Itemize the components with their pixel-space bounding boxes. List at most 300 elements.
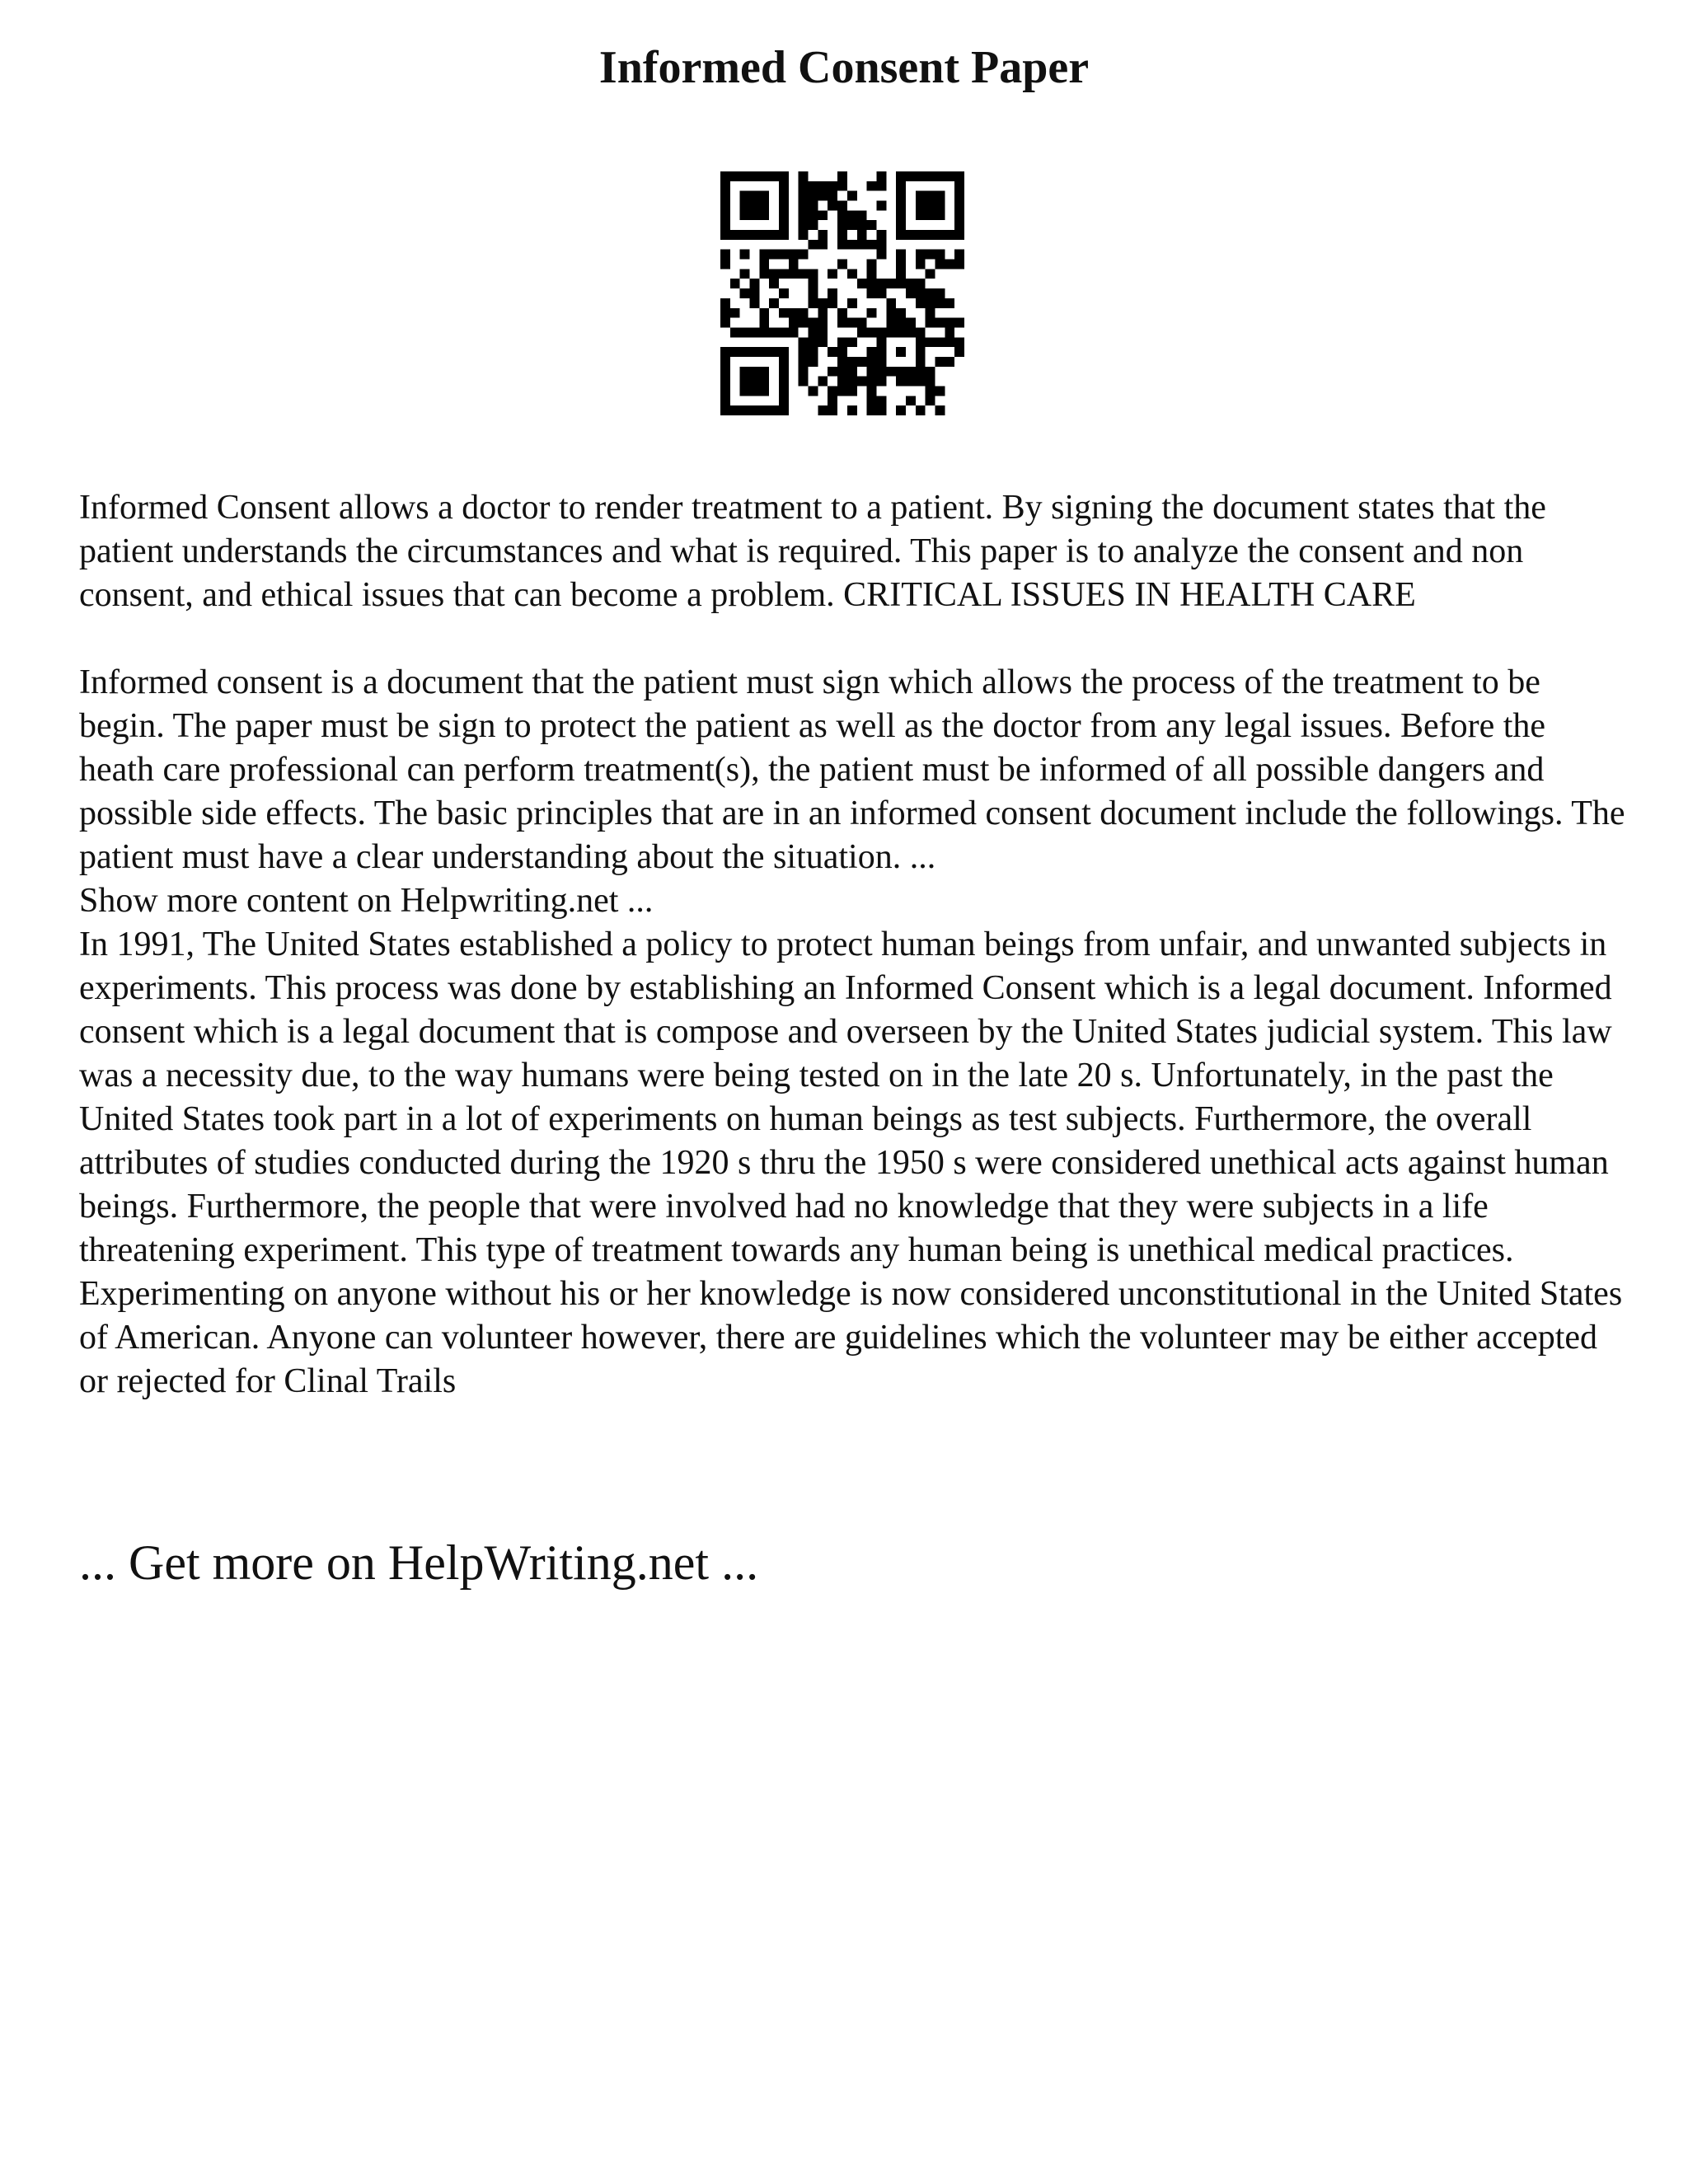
qr-module xyxy=(847,337,857,347)
qr-module xyxy=(779,181,789,191)
qr-module xyxy=(935,288,945,298)
qr-module xyxy=(720,220,730,230)
qr-module xyxy=(954,260,964,269)
qr-module xyxy=(828,288,837,298)
qr-module xyxy=(857,230,867,240)
qr-module xyxy=(847,367,857,377)
qr-module xyxy=(896,220,906,230)
qr-module xyxy=(876,377,886,387)
qr-module xyxy=(926,269,935,279)
qr-module xyxy=(876,171,886,181)
qr-module xyxy=(926,230,935,240)
qr-module xyxy=(720,210,730,220)
qr-module xyxy=(935,298,945,308)
qr-module xyxy=(828,269,837,279)
qr-module xyxy=(954,250,964,260)
qr-module xyxy=(809,386,818,396)
qr-module xyxy=(876,357,886,367)
qr-module xyxy=(857,357,867,367)
qr-module xyxy=(837,337,847,347)
qr-module xyxy=(867,396,877,405)
qr-module xyxy=(779,230,789,240)
qr-module xyxy=(876,240,886,250)
qr-module xyxy=(730,230,740,240)
qr-module xyxy=(847,405,857,415)
qr-module xyxy=(926,171,935,181)
qr-module xyxy=(818,377,828,387)
qr-module xyxy=(867,269,877,279)
document-body xyxy=(79,486,1629,1404)
qr-module xyxy=(779,386,789,396)
qr-module xyxy=(809,347,818,357)
qr-module xyxy=(837,367,847,377)
qr-module xyxy=(828,405,837,415)
qr-module xyxy=(945,260,954,269)
qr-module xyxy=(954,220,964,230)
qr-module xyxy=(867,367,877,377)
qr-module xyxy=(906,279,916,288)
qr-code-image xyxy=(720,171,964,415)
qr-module xyxy=(896,181,906,191)
qr-module xyxy=(945,171,954,181)
qr-module xyxy=(935,171,945,181)
qr-module xyxy=(789,308,799,318)
qr-module xyxy=(896,269,906,279)
qr-module xyxy=(906,396,916,405)
qr-module xyxy=(809,210,818,220)
qr-module xyxy=(730,171,740,181)
qr-module xyxy=(876,201,886,211)
qr-module xyxy=(916,171,926,181)
qr-module xyxy=(759,201,769,211)
body-paragraph: Informed consent is a document that the patient must sign which allows the process of the treatment to be begin. The paper must be sign to protect the patient as well as the doctor from any legal issues. Before the heath care professional can perform treatment(s), the patient must be informed of all possible dangers and possible side effects. The basic principles that are in an informed consent document include the followings. The patient must have a clear understanding about the situation. ... xyxy=(79,663,1625,876)
qr-module xyxy=(935,210,945,220)
qr-module xyxy=(779,367,789,377)
qr-module xyxy=(847,386,857,396)
qr-module xyxy=(750,191,760,201)
qr-module xyxy=(886,318,896,328)
qr-module xyxy=(896,210,906,220)
qr-module xyxy=(740,405,750,415)
qr-module xyxy=(896,171,906,181)
qr-module xyxy=(818,318,828,328)
qr-module xyxy=(847,298,857,308)
qr-module xyxy=(926,377,935,387)
qr-module xyxy=(896,308,906,318)
qr-module xyxy=(867,181,877,191)
qr-module xyxy=(769,298,779,308)
qr-module xyxy=(759,269,769,279)
qr-module xyxy=(769,230,779,240)
qr-module xyxy=(867,260,877,269)
qr-module xyxy=(847,191,857,201)
qr-module xyxy=(759,405,769,415)
qr-module xyxy=(876,367,886,377)
qr-module xyxy=(926,337,935,347)
qr-module xyxy=(837,201,847,211)
qr-module xyxy=(769,347,779,357)
qr-module xyxy=(926,386,935,396)
qr-module xyxy=(740,386,750,396)
qr-module xyxy=(876,347,886,357)
qr-module xyxy=(769,279,779,288)
qr-module xyxy=(759,191,769,201)
qr-module xyxy=(886,327,896,337)
qr-module xyxy=(896,347,906,357)
qr-module xyxy=(926,288,935,298)
qr-code[interactable] xyxy=(720,171,964,415)
qr-module xyxy=(720,357,730,367)
qr-module xyxy=(906,171,916,181)
qr-module xyxy=(809,298,818,308)
qr-module xyxy=(837,386,847,396)
qr-module xyxy=(759,230,769,240)
qr-module xyxy=(750,201,760,211)
qr-module xyxy=(926,191,935,201)
qr-module xyxy=(789,250,799,260)
qr-module xyxy=(876,405,886,415)
qr-module xyxy=(837,318,847,328)
qr-module xyxy=(779,377,789,387)
qr-module xyxy=(720,260,730,269)
qr-module xyxy=(809,337,818,347)
qr-module xyxy=(809,220,818,230)
qr-module xyxy=(837,308,847,318)
qr-module xyxy=(847,220,857,230)
qr-module xyxy=(954,181,964,191)
qr-module xyxy=(896,260,906,269)
qr-module xyxy=(867,377,877,387)
qr-module xyxy=(896,230,906,240)
page-title: Informed Consent Paper xyxy=(598,42,1090,93)
qr-module xyxy=(750,347,760,357)
qr-module xyxy=(730,308,740,318)
qr-module xyxy=(799,230,809,240)
qr-module xyxy=(896,191,906,201)
qr-module xyxy=(720,308,730,318)
qr-module xyxy=(799,201,809,211)
qr-module xyxy=(847,240,857,250)
qr-module xyxy=(828,396,837,405)
qr-module xyxy=(954,318,964,328)
qr-module xyxy=(818,327,828,337)
qr-module xyxy=(818,308,828,318)
qr-module xyxy=(779,210,789,220)
qr-module xyxy=(828,367,837,377)
qr-module xyxy=(750,171,760,181)
qr-module xyxy=(896,327,906,337)
qr-module xyxy=(847,318,857,328)
qr-module xyxy=(847,269,857,279)
qr-module xyxy=(857,279,867,288)
qr-module xyxy=(837,230,847,240)
qr-module xyxy=(818,230,828,240)
qr-module xyxy=(954,337,964,347)
qr-module xyxy=(818,405,828,415)
qr-module xyxy=(867,279,877,288)
qr-module xyxy=(799,308,809,318)
qr-module xyxy=(799,250,809,260)
qr-module xyxy=(896,377,906,387)
qr-module xyxy=(935,250,945,260)
qr-module xyxy=(809,357,818,367)
qr-module xyxy=(935,386,945,396)
qr-module xyxy=(867,220,877,230)
qr-module xyxy=(837,347,847,357)
qr-module xyxy=(935,405,945,415)
qr-module xyxy=(759,318,769,328)
qr-module xyxy=(759,171,769,181)
qr-module xyxy=(740,201,750,211)
qr-module xyxy=(720,201,730,211)
qr-module xyxy=(926,201,935,211)
qr-module xyxy=(799,367,809,377)
qr-module xyxy=(769,171,779,181)
qr-module xyxy=(935,230,945,240)
qr-module xyxy=(720,386,730,396)
qr-module xyxy=(857,210,867,220)
qr-module xyxy=(818,337,828,347)
qr-module xyxy=(935,191,945,201)
qr-module xyxy=(837,240,847,250)
intro-paragraph: Informed Consent allows a doctor to render treatment to a patient. By signing the document states that the patient understands the circumstances and what is required. This paper is to analyze the consent and non consent, and ethical issues that can become a problem. CRITICAL ISSUES IN HEALTH CARE xyxy=(79,489,1546,614)
qr-module xyxy=(799,337,809,347)
qr-module xyxy=(916,260,926,269)
qr-module xyxy=(750,377,760,387)
qr-module xyxy=(809,191,818,201)
qr-module xyxy=(720,230,730,240)
qr-module xyxy=(750,405,760,415)
qr-module xyxy=(750,279,760,288)
qr-module xyxy=(876,288,886,298)
qr-module xyxy=(818,298,828,308)
qr-module xyxy=(896,279,906,288)
qr-module xyxy=(916,337,926,347)
qr-module xyxy=(876,396,886,405)
qr-module xyxy=(876,181,886,191)
qr-module xyxy=(720,347,730,357)
qr-module xyxy=(759,347,769,357)
qr-module xyxy=(750,288,760,298)
qr-module xyxy=(720,318,730,328)
qr-module xyxy=(818,181,828,191)
qr-module xyxy=(828,347,837,357)
qr-module xyxy=(916,279,926,288)
qr-module xyxy=(906,367,916,377)
qr-module xyxy=(730,347,740,357)
qr-module xyxy=(740,210,750,220)
qr-module xyxy=(945,318,954,328)
qr-module xyxy=(828,191,837,201)
qr-module xyxy=(896,318,906,328)
qr-module xyxy=(740,347,750,357)
qr-module xyxy=(945,230,954,240)
qr-module xyxy=(954,191,964,201)
qr-module xyxy=(926,396,935,405)
qr-module xyxy=(867,327,877,337)
qr-module xyxy=(857,327,867,337)
qr-module xyxy=(926,210,935,220)
qr-module xyxy=(740,327,750,337)
qr-module xyxy=(740,269,750,279)
qr-module xyxy=(916,357,926,367)
qr-module xyxy=(916,377,926,387)
qr-module xyxy=(916,201,926,211)
qr-module xyxy=(750,327,760,337)
qr-module xyxy=(837,181,847,191)
qr-module xyxy=(740,377,750,387)
qr-module xyxy=(799,269,809,279)
qr-module xyxy=(954,230,964,240)
qr-module xyxy=(730,405,740,415)
qr-module xyxy=(954,171,964,181)
qr-module xyxy=(906,230,916,240)
qr-module xyxy=(799,357,809,367)
qr-module xyxy=(945,298,954,308)
qr-module xyxy=(828,386,837,396)
get-more-link[interactable]: ... Get more on HelpWriting.net ... xyxy=(79,1535,759,1590)
qr-module xyxy=(799,318,809,328)
qr-module xyxy=(789,260,799,269)
qr-module xyxy=(828,181,837,191)
qr-module xyxy=(867,357,877,367)
qr-module xyxy=(750,230,760,240)
qr-module xyxy=(769,269,779,279)
qr-module xyxy=(720,367,730,377)
qr-module xyxy=(740,171,750,181)
qr-module xyxy=(926,250,935,260)
qr-module xyxy=(779,250,789,260)
qr-module xyxy=(867,405,877,415)
qr-module xyxy=(779,191,789,201)
qr-module xyxy=(799,191,809,201)
qr-module xyxy=(799,347,809,357)
qr-module xyxy=(759,386,769,396)
qr-module xyxy=(935,357,945,367)
qr-module xyxy=(867,347,877,357)
qr-module xyxy=(837,210,847,220)
qr-module xyxy=(789,327,799,337)
qr-module xyxy=(759,210,769,220)
qr-module xyxy=(935,201,945,211)
qr-module xyxy=(720,377,730,387)
qr-module xyxy=(896,250,906,260)
qr-module xyxy=(799,181,809,191)
qr-module xyxy=(759,377,769,387)
qr-module xyxy=(916,230,926,240)
paragraph-spacer xyxy=(79,617,1629,661)
qr-module xyxy=(876,327,886,337)
show-more-link[interactable]: Show more content on Helpwriting.net ... xyxy=(79,882,654,920)
qr-module xyxy=(916,405,926,415)
qr-module xyxy=(769,250,779,260)
qr-module xyxy=(926,308,935,318)
qr-module xyxy=(720,171,730,181)
qr-module xyxy=(935,260,945,269)
qr-module xyxy=(720,298,730,308)
qr-module xyxy=(916,250,926,260)
qr-module xyxy=(857,220,867,230)
qr-module xyxy=(779,269,789,279)
qr-module xyxy=(867,240,877,250)
qr-module xyxy=(809,240,818,250)
qr-module xyxy=(837,357,847,367)
qr-module xyxy=(837,220,847,230)
qr-module xyxy=(818,210,828,220)
qr-module xyxy=(876,250,886,260)
qr-module xyxy=(954,347,964,357)
qr-module xyxy=(876,279,886,288)
qr-module xyxy=(867,288,877,298)
qr-module xyxy=(730,279,740,288)
qr-module xyxy=(809,279,818,288)
qr-module xyxy=(916,367,926,377)
qr-module xyxy=(779,308,789,318)
qr-module xyxy=(954,210,964,220)
qr-module xyxy=(740,288,750,298)
qr-module xyxy=(809,269,818,279)
qr-module xyxy=(759,367,769,377)
qr-module xyxy=(720,396,730,405)
qr-module xyxy=(945,357,954,367)
qr-module xyxy=(740,250,750,260)
qr-module xyxy=(809,288,818,298)
qr-module xyxy=(759,250,769,260)
qr-module xyxy=(945,337,954,347)
qr-module xyxy=(779,405,789,415)
qr-module xyxy=(779,201,789,211)
qr-module xyxy=(789,269,799,279)
qr-module xyxy=(828,201,837,211)
qr-module xyxy=(818,240,828,250)
qr-module xyxy=(799,210,809,220)
qr-module xyxy=(906,327,916,337)
qr-module xyxy=(828,298,837,308)
qr-module xyxy=(809,327,818,337)
qr-module xyxy=(779,396,789,405)
qr-module xyxy=(730,327,740,337)
qr-module xyxy=(779,357,789,367)
qr-module xyxy=(759,308,769,318)
qr-module xyxy=(847,377,857,387)
qr-module xyxy=(809,181,818,191)
qr-module xyxy=(867,386,877,396)
qr-module xyxy=(720,191,730,201)
qr-module xyxy=(720,405,730,415)
qr-module xyxy=(847,357,857,367)
qr-module xyxy=(857,318,867,328)
qr-module xyxy=(740,367,750,377)
qr-module xyxy=(750,210,760,220)
qr-module xyxy=(759,260,769,269)
qr-module xyxy=(896,367,906,377)
qr-module xyxy=(876,337,886,347)
qr-module xyxy=(750,386,760,396)
qr-module xyxy=(906,377,916,387)
qr-module xyxy=(916,327,926,337)
qr-module xyxy=(876,230,886,240)
qr-module xyxy=(759,327,769,337)
body-paragraph: In 1991, The United States established a policy to protect human beings from unfair, and unwanted subjects in experiments. This process was done by establishing an Informed Consent which is a legal document. Informed consent which is a legal document that is compose and overseen by the United States judicial system. This law was a necessity due, to the way humans were being tested on in the late 20 s. Unfortunately, in the past the United States took part in a lot of experiments on human beings as test subjects. Furthermore, the overall attributes of studies conducted during the 1920 s thru the 1950 s were considered unethical acts against human beings. Furthermore, the people that were involved had no knowledge that they were subjects in a life threatening experiment. This type of treatment towards any human being is unethical medical practices. Experimenting on anyone without his or her knowledge is now considered unconstitutional in the United States of American. Anyone can volunteer however, there are guidelines which the volunteer may be either accepted or rejected for Clinal Trails xyxy=(79,926,1623,1400)
qr-module xyxy=(857,377,867,387)
qr-module xyxy=(935,318,945,328)
qr-module xyxy=(896,405,906,415)
qr-module xyxy=(886,367,896,377)
qr-module xyxy=(799,220,809,230)
qr-module xyxy=(750,298,760,308)
qr-module xyxy=(935,337,945,347)
qr-module xyxy=(926,298,935,308)
